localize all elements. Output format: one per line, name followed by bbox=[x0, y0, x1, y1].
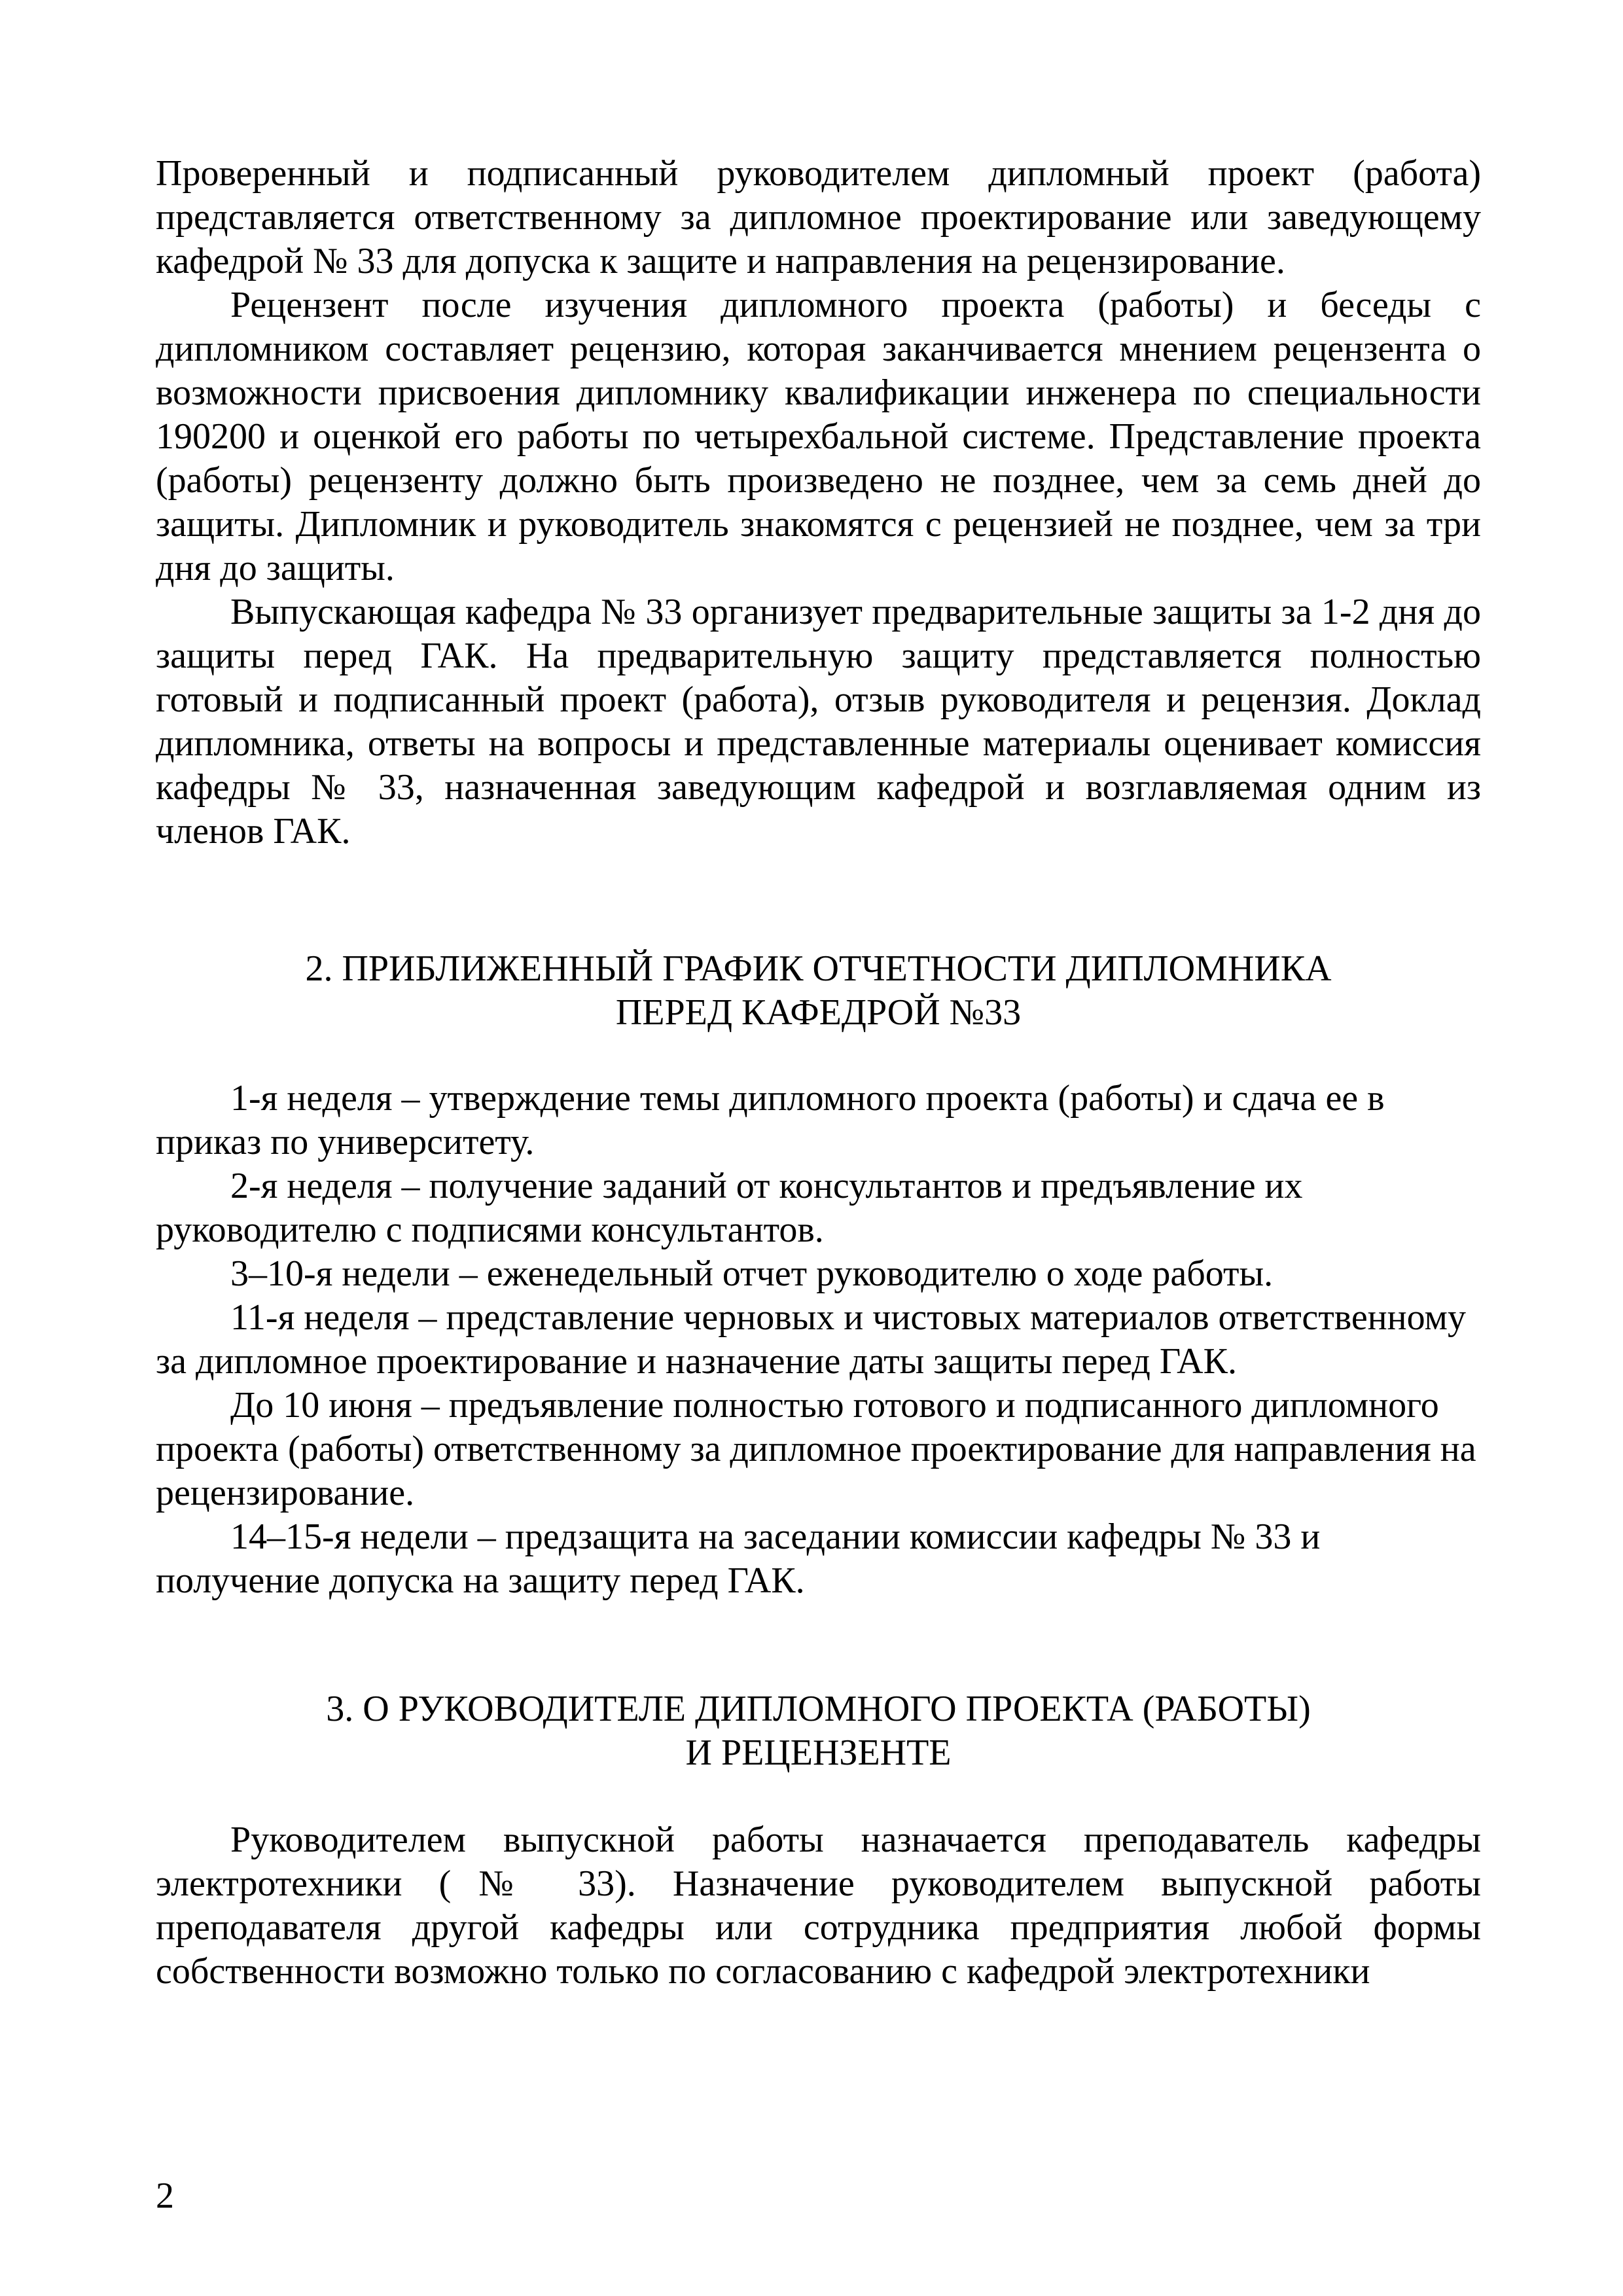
page-content bbox=[156, 152, 1481, 1994]
intro-paragraph-2: Рецензент после изучения дипломного проекта (работы) и беседы с дипломником составляет рецензию, которая заканчивается мнением рецензента о возможности присвоения дипломнику квалификации инженера по специальности 190200 и оценкой его работы по четырехбальной системе. Представление проекта (работы) рецензенту должно быть произведено не позднее, чем за семь дней до защиты. Дипломник и руководитель знакомятся с рецензией не позднее, чем за три дня до защиты. bbox=[156, 285, 1481, 588]
schedule-item: 2-я неделя – получение заданий от консультантов и предъявление их руководителю с подписями консультантов. bbox=[156, 1166, 1303, 1250]
schedule-list bbox=[156, 1077, 1481, 1603]
schedule-item: До 10 июня – предъявление полностью готового и подписанного дипломного проекта (работы) ответственному за дипломное проектирование для направления на рецензирование. bbox=[156, 1385, 1476, 1513]
section3-heading-line-2: И РЕЦЕНЗЕНТЕ bbox=[685, 1732, 952, 1773]
section3-heading-line-1: 3. О РУКОВОДИТЕЛЕ ДИПЛОМНОГО ПРОЕКТА (РАБОТЫ) bbox=[326, 1689, 1311, 1729]
schedule-item: 1-я неделя – утверждение темы дипломного проекта (работы) и сдача ее в приказ по университету. bbox=[156, 1078, 1385, 1162]
section2-heading-line-2: ПЕРЕД КАФЕДРОЙ №33 bbox=[615, 992, 1022, 1033]
schedule-item: 3–10-я недели – еженедельный отчет руководителю о ходе работы. bbox=[230, 1253, 1274, 1294]
intro-paragraph-1: Проверенный и подписанный руководителем дипломный проект (работа) представляется ответственному за дипломное проектирование или заведующему кафедрой № 33 для допуска к защите и направления на рецензирование. bbox=[156, 153, 1481, 281]
page-number: 2 bbox=[156, 2176, 174, 2216]
schedule-item: 11-я неделя – представление черновых и чистовых материалов ответственному за дипломное проектирование и назначение даты защиты перед ГАК. bbox=[156, 1297, 1466, 1382]
section2-heading-line-1: 2. ПРИБЛИЖЕННЫЙ ГРАФИК ОТЧЕТНОСТИ ДИПЛОМНИКА bbox=[305, 948, 1332, 989]
section3-heading bbox=[156, 1687, 1481, 1775]
supervisor-paragraph: Руководителем выпускной работы назначается преподаватель кафедры электротехники (№ 33). Назначение руководителем выпускной работы преподавателя другой кафедры или сотрудника предприятия любой формы собственности возможно только по согласованию с кафедрой электротехники bbox=[156, 1820, 1481, 1992]
intro-paragraph-3: Выпускающая кафедра № 33 организует предварительные защиты за 1-2 дня до защиты перед ГАК. На предварительную защиту представляется полностью готовый и подписанный проект (работа), отзыв руководителя и рецензия. Доклад дипломника, ответы на вопросы и представленные материалы оценивает комиссия кафедры № 33, назначенная заведующим кафедрой и возглавляемая одним из членов ГАК. bbox=[156, 592, 1481, 852]
section2-heading bbox=[156, 947, 1481, 1035]
intro-section bbox=[156, 152, 1481, 853]
schedule-item: 14–15-я недели – предзащита на заседании комиссии кафедры № 33 и получение допуска на защиту перед ГАК. bbox=[156, 1516, 1321, 1601]
supervisor-section bbox=[156, 1818, 1481, 1994]
